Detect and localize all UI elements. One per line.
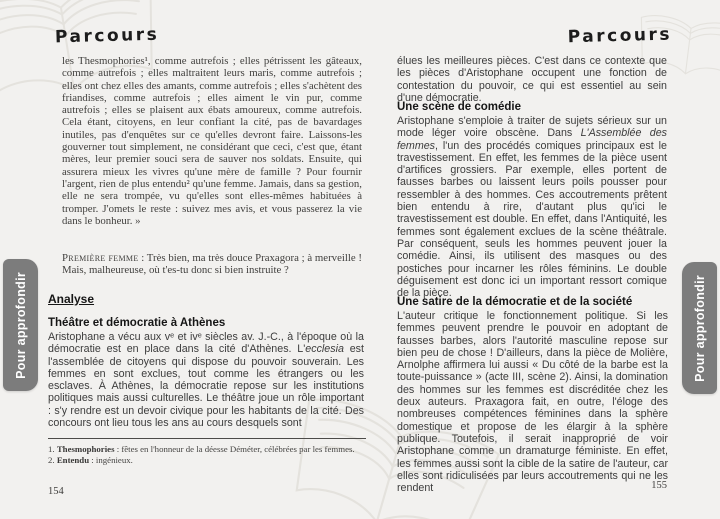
right-page-number: 155 <box>651 480 667 491</box>
footnote-2-number: 2. <box>48 454 55 465</box>
sidebar-tab-right-pour-approfondir <box>682 262 717 394</box>
analysis-title: Analyse <box>48 292 95 306</box>
footnote-divider <box>48 438 366 439</box>
footnote-block <box>48 438 366 465</box>
footnote-1-number: 1. <box>48 444 55 454</box>
footnote-2 <box>48 455 366 466</box>
sidebar-tab-left-label: Pour approfondir <box>13 271 28 379</box>
scene-paragraph-part2: , l'un des procédés comiques principaux est le travestissement. En effet, les femmes de la pièce usent d'artifices grossiers. Par exemple, elles portent de fausses barbes ou laissent leurs poils pousser pour ressembler à des hommes. Ces accoutrements prêtent bien entendu à rire, d'autant plus qu'ici le travestissement est double. En effet, dans l'Antiquité, les femmes sont également exclues de la scène théâtrale. Par conséquent, seuls les hommes peuvent jouer la comédie. Ainsi, ils utilisent des masques ou des postiches pour incarner les rôles féminins. Le double déguisement est donc ici un important ressort comique de la pièce. <box>397 139 667 300</box>
analysis-paragraph-part2: est l'assemblée de citoyens qui dispose du pouvoir souverain. Les femmes en sont exclues, tout comme les étrangers ou les esclaves. À Athènes, la démocratie repose sur les institutions politiques mais aussi culturelles. Le théâtre joue un rôle important : s'y rendre est un devoir civique pour les habitants de la cité. Des concours ont lieu tous les ans au cours desquels sont <box>48 343 364 430</box>
footnote-1-term: Thesmophories <box>56 444 115 454</box>
dialogue-speaker: Première femme <box>62 252 139 264</box>
dialogue-line <box>62 252 362 277</box>
right-intro-paragraph: élues les meilleures pièces. C'est dans ce contexte que les pièces d'Aristophane occupent une fonction de contestation du pouvoir, ce qui est essentiel au sein d'une démocratie. <box>397 55 667 104</box>
footnote-2-term: Entendu <box>56 454 90 465</box>
section-heading-theatre: Théâtre et démocratie à Athènes <box>48 317 226 329</box>
section-heading-scene: Une scène de comédie <box>397 101 521 113</box>
left-page-header: Parcours <box>54 24 160 48</box>
analysis-paragraph-italic: ecclesia <box>305 343 344 356</box>
scene-paragraph-italic: L'Assemblée des femmes <box>397 127 667 152</box>
satire-paragraph: L'auteur critique le fonctionnement politique. Si les femmes peuvent prendre le pouvoir en adoptant de fausses barbes, alors l'autorité masculine repose sur bien peu de chose ! D'ailleurs, dans la pièce de Molière, Arnolphe affirmera lui aussi « Du côté de la barbe est la toute-puissance » (acte III, scène 2). Ainsi, la domination des hommes sur les femmes est discréditée chez les deux auteurs. Praxagora fait, en outre, l'éloge des nombreuses compétences féminines dans la sphère domestique et propose de les élargir à la sphère publique. Toutefois, il serait inapproprié de voir Aristophane comme un dramaturge féministe. En effet, les femmes aussi sont la cible de la satire de l'auteur, car elles sont ridiculisées par leurs accoutrements qui ne les rendent <box>397 310 668 495</box>
dialogue-text: : Très bien, ma très douce Praxagora ; à merveille ! Mais, malheureuse, où t'es-tu donc si bien instruite ? <box>62 252 363 277</box>
analysis-paragraph-part1: Aristophane a vécu aux vᵉ et ivᵉ siècles av. J.-C., à l'époque où la démocratie est en place dans la cité d'Athènes. L' <box>48 331 364 356</box>
right-page-header: Parcours <box>567 24 673 48</box>
section-heading-satire: Une satire de la démocratie et de la société <box>397 296 633 308</box>
sidebar-tab-left-pour-approfondir <box>3 259 38 391</box>
sidebar-tab-right-label: Pour approfondir <box>692 274 707 382</box>
excerpt-quote <box>62 55 362 227</box>
analysis-paragraph <box>48 331 364 429</box>
footnote-2-text: : ingénieux. <box>89 454 133 465</box>
scene-paragraph <box>397 115 667 299</box>
quote-text: les Thesmophories¹, comme autrefois ; elles pétrissent les gâteaux, comme autrefois ; elles maltraitent leurs maris, comme autrefois ; elles ont chez elles des amants, comme autrefois ; elles s'achètent des friandises, comme autrefois ; elles aiment le vin pur, comme autrefois ; elles se plaisent aux ébats amoureux, comme autrefois. Cela étant, citoyens, en leur confiant la cité, pas de bavardages inutiles, pas d'enquêtes sur ce qu'elles devront faire. Laissons-les gouverner tout simplement, ne considérant que ceci, c'est que, étant mères, leur premier souci sera de sauver nos soldats. Ensuite, qui assurera mieux les vivres qu'une mère de famille ? Pour fournir l'argent, rien de plus entendu² qu'une femme. Jamais, dans sa gestion, elle ne sera trompée, vu qu'elles sont elles-mêmes habituées à tromper. J'omets le reste : suivez mes avis, et vous passerez la vie dans le bonheur. » <box>62 55 362 227</box>
left-page-number: 154 <box>48 486 64 497</box>
footnote-1-text: : fêtes en l'honneur de la déesse Déméter, célébrées par les femmes. <box>114 444 355 454</box>
scene-paragraph-part1: Aristophane s'emploie à traiter de sujets sérieux sur un mode léger voire obscène. Dans <box>397 115 667 140</box>
footnote-1 <box>48 444 366 455</box>
